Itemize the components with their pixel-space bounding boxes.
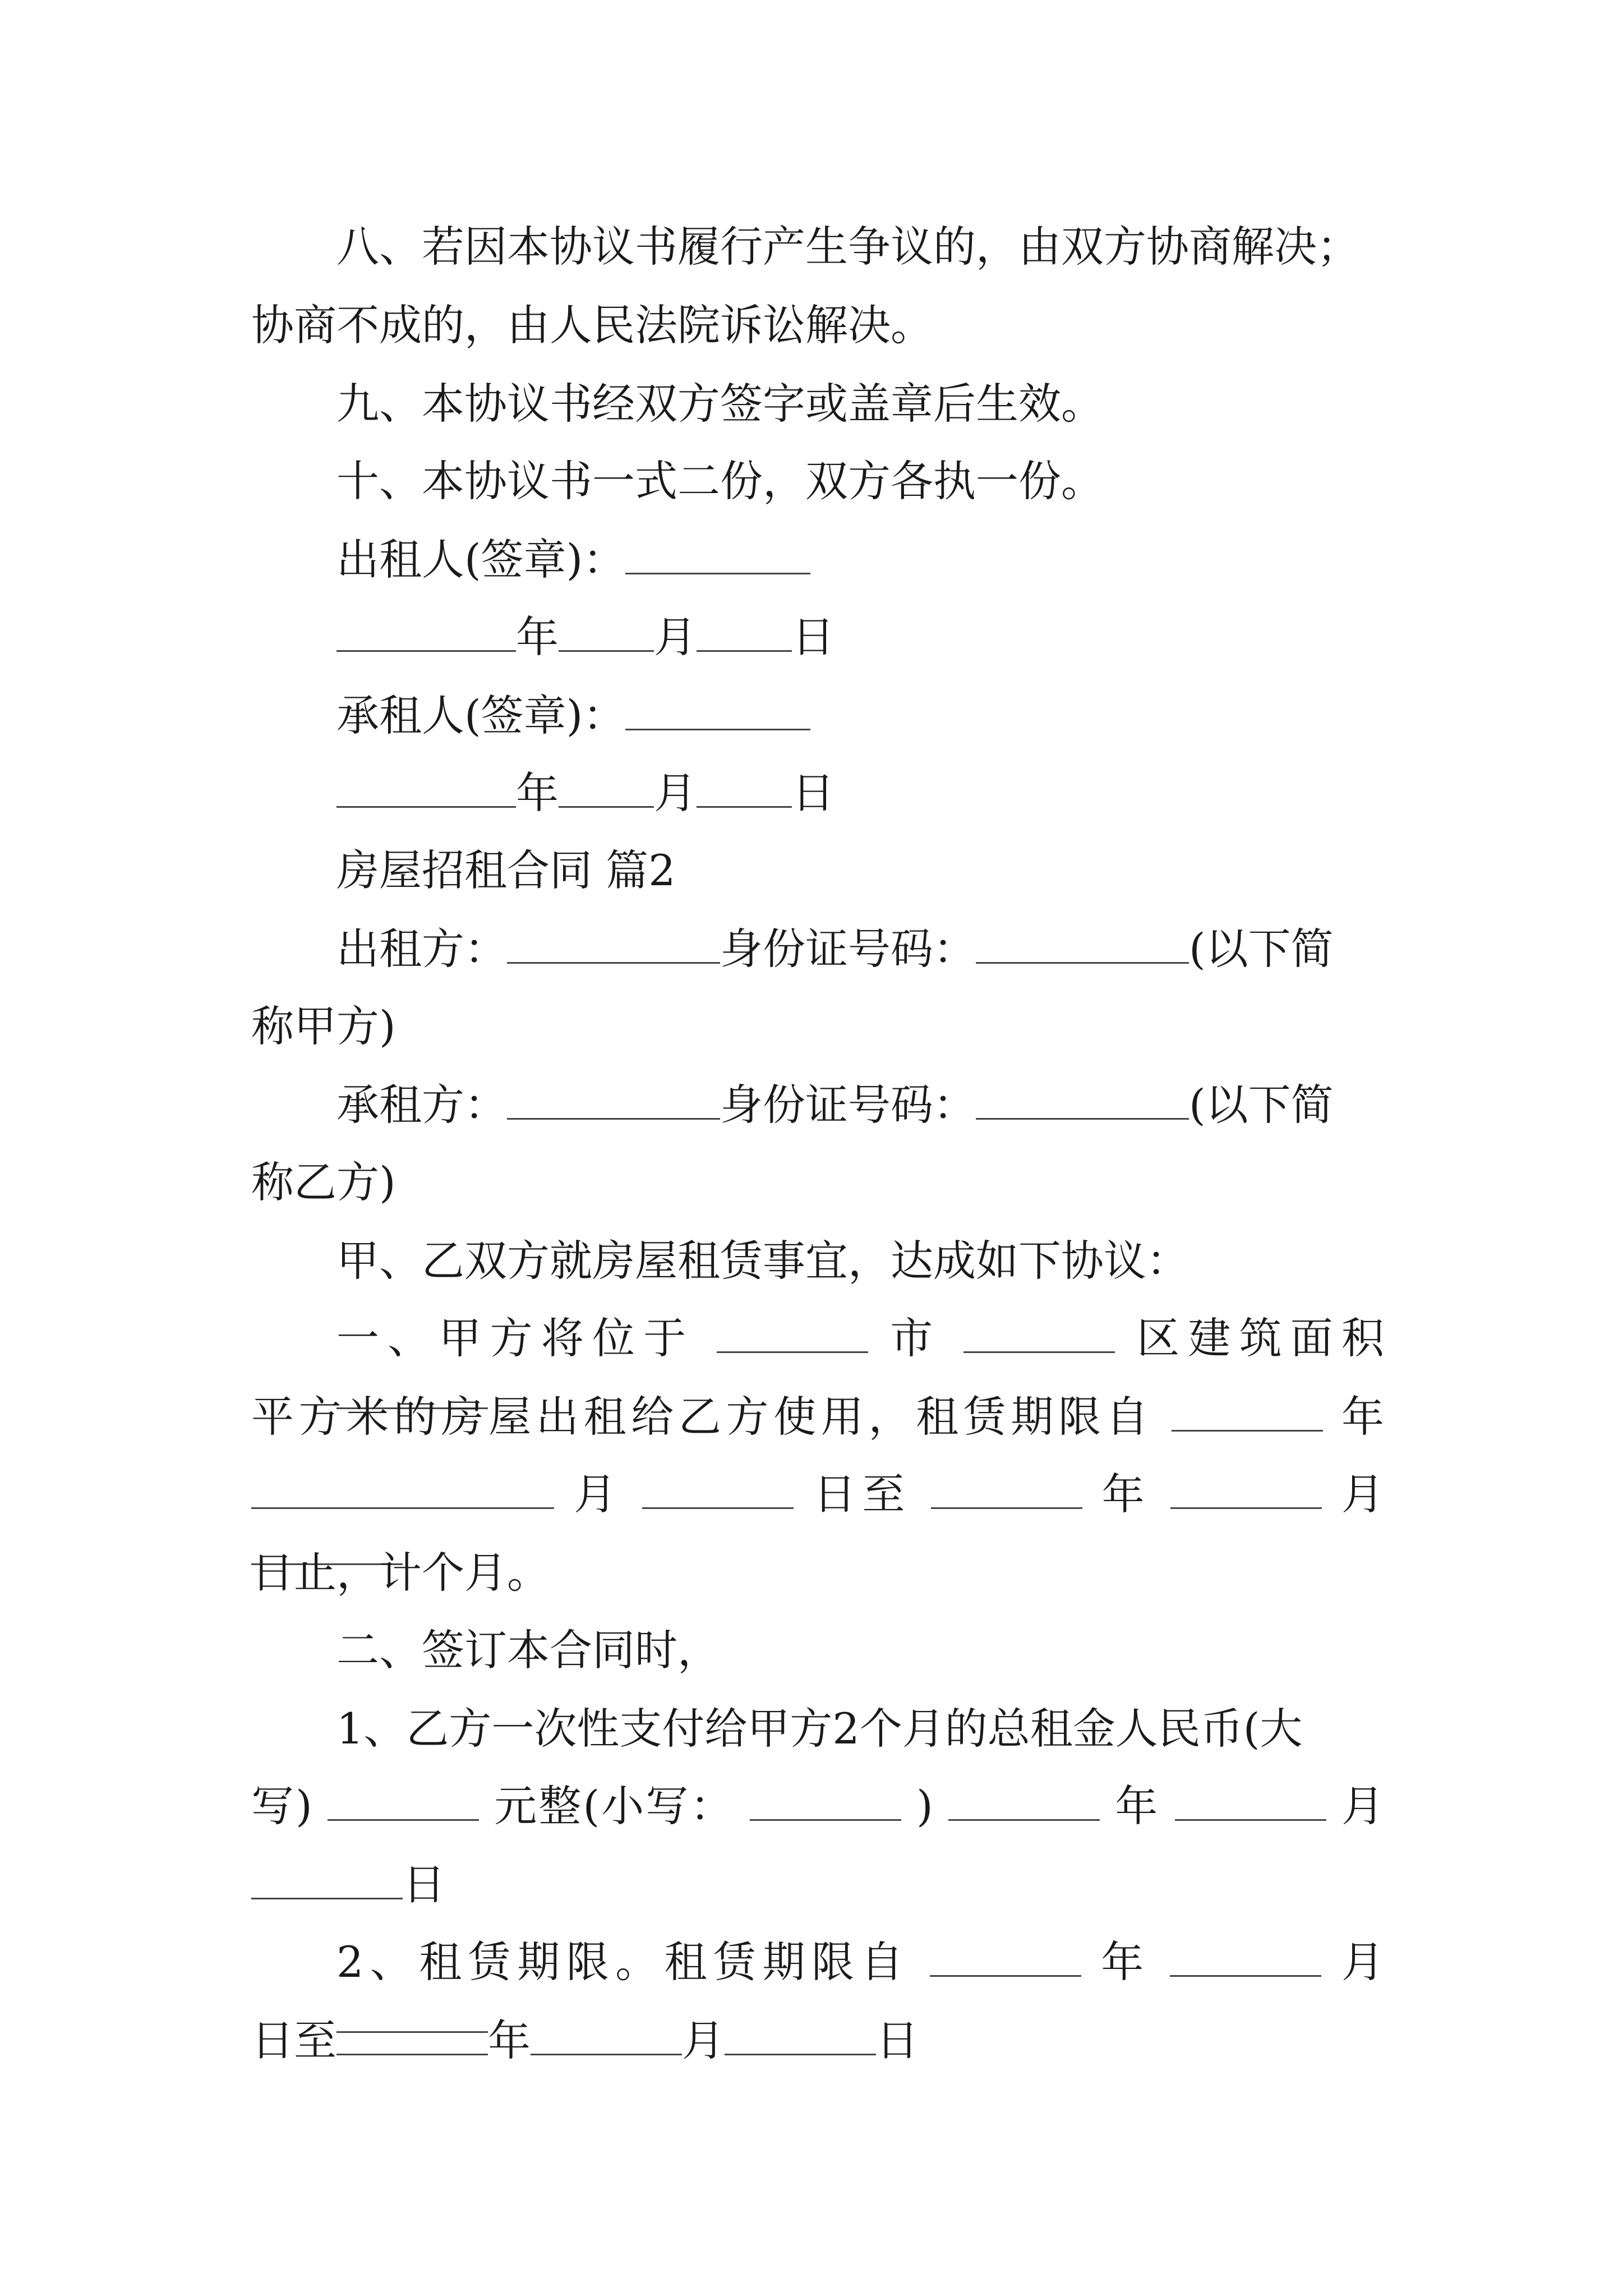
- lessor-id-blank: [976, 927, 1189, 964]
- city-label: 市: [890, 1313, 942, 1363]
- clause-1-line-1: [336, 1310, 1384, 1366]
- lessee-party-label: 承租方：: [336, 1080, 507, 1130]
- year-label: 年: [516, 612, 559, 662]
- lessor-date-line: [336, 609, 1384, 665]
- lessee-date-line: [336, 765, 1384, 821]
- day-label: 日: [403, 1860, 445, 1910]
- close-paren: ): [916, 1781, 933, 1831]
- end-year-blank: [336, 2019, 488, 2055]
- year-label: 年: [1101, 1469, 1151, 1519]
- end-year-blank: [931, 1473, 1082, 1509]
- amount-label: 元整(小写：: [494, 1781, 735, 1831]
- year-label: 年: [1101, 1937, 1150, 1987]
- hereafter-party-b: 称乙方): [251, 1157, 396, 1207]
- end-day-blank: [725, 2019, 876, 2055]
- lessor-signature-label: 出租人(签章)：: [336, 535, 626, 585]
- clause-1-text: 平方米的房屋出租给乙方使用，租赁期限自: [251, 1392, 1154, 1442]
- month-label: 月: [574, 1469, 623, 1519]
- month-label: 月: [654, 612, 697, 662]
- lessee-name-blank: [507, 1083, 720, 1120]
- day-blank: [697, 771, 792, 808]
- agreement-intro: 甲、乙双方就房屋租赁事宜，达成如下协议：: [336, 1236, 1189, 1286]
- uppercase-label: 写): [251, 1781, 312, 1831]
- year-label: 年: [488, 2016, 531, 2065]
- city-blank: [717, 1317, 868, 1353]
- month-label: 月: [1341, 1937, 1384, 1987]
- lowercase-amount-blank: [750, 1784, 901, 1821]
- clause-1-text: 一、甲方将位于: [336, 1313, 695, 1363]
- year-blank: [948, 1784, 1100, 1821]
- day-label: 日: [876, 2016, 919, 2065]
- clause-1-line-2: [251, 1389, 1384, 1445]
- clause-8-line-1: 八、若因本协议书履行产生争议的，由双方协商解决；: [336, 222, 1359, 272]
- hereafter-text: (以下简: [1189, 924, 1334, 974]
- uppercase-amount-blank: [328, 1784, 479, 1821]
- clause-2-2-line-2: [251, 2013, 1384, 2069]
- year-blank: [336, 771, 516, 808]
- clause-2: 二、签订本合同时，: [336, 1625, 720, 1675]
- start-day-blank: [642, 1473, 794, 1509]
- clause-2-1-line-3: [251, 1857, 1384, 1913]
- month-label: 月: [1341, 1781, 1384, 1831]
- start-month-blank: [1170, 1940, 1321, 1977]
- month-blank: [559, 615, 654, 652]
- lessor-signature-line: [336, 532, 1384, 588]
- year-label: 年: [516, 768, 559, 818]
- id-number-label: 身份证号码：: [720, 1080, 976, 1130]
- to-label: 日至: [251, 2016, 336, 2065]
- clause-2-1-line-1: 1、乙方一次性支付给甲方2个月的总租金人民币(大: [336, 1704, 1303, 1754]
- clause-2-2-text: 2、租赁期限。租赁期限自: [336, 1937, 910, 1987]
- id-number-label: 身份证号码：: [720, 924, 976, 974]
- day-label: 日: [792, 768, 834, 818]
- month-label: 月: [1341, 1469, 1384, 1519]
- month-blank: [559, 771, 654, 808]
- area-label: 区建筑面积: [1137, 1313, 1384, 1363]
- lessee-signature-label: 承租人(签章)：: [336, 691, 626, 740]
- lessor-signature-blank: [625, 538, 810, 574]
- clause-1-line-4: 日止，计个月。: [251, 1548, 550, 1598]
- day-blank: [251, 1863, 403, 1899]
- day-label: 日: [792, 612, 834, 662]
- start-year-blank: [930, 1940, 1081, 1977]
- year-label: 年: [1115, 1781, 1160, 1831]
- end-month-blank: [1170, 1473, 1322, 1509]
- start-year-blank: [1172, 1395, 1323, 1432]
- clause-1-line-3: [251, 1466, 1384, 1522]
- year-blank: [336, 615, 516, 652]
- lessee-id-blank: [976, 1083, 1189, 1120]
- lessor-name-blank: [507, 927, 720, 964]
- hereafter-text: (以下简: [1189, 1080, 1334, 1130]
- month-blank: [1175, 1784, 1326, 1821]
- clause-8-line-2: 协商不成的，由人民法院诉讼解决。: [251, 300, 933, 350]
- to-label: 日至: [813, 1469, 911, 1519]
- lessee-signature-blank: [625, 694, 810, 730]
- hereafter-party-a: 称甲方): [251, 1001, 396, 1051]
- year-label: 年: [1341, 1392, 1384, 1442]
- lessor-party-label: 出租方：: [336, 924, 507, 974]
- clause-9: 九、本协议书经双方签字或盖章后生效。: [336, 379, 1104, 429]
- lessor-party-line: [336, 921, 1384, 977]
- section-title: 房屋招租合同 篇2: [336, 845, 676, 895]
- month-label: 月: [682, 2016, 725, 2065]
- start-month-blank: [251, 1473, 554, 1509]
- clause-2-1-line-2: [251, 1778, 1384, 1834]
- month-label: 月: [654, 768, 697, 818]
- district-blank: [963, 1317, 1115, 1353]
- lessee-signature-line: [336, 688, 1384, 744]
- lessee-party-line: [336, 1077, 1384, 1133]
- day-blank: [697, 615, 792, 652]
- clause-2-2-line-1: [336, 1934, 1384, 1990]
- clause-10: 十、本协议书一式二份，双方各执一份。: [336, 456, 1104, 506]
- end-month-blank: [531, 2019, 682, 2055]
